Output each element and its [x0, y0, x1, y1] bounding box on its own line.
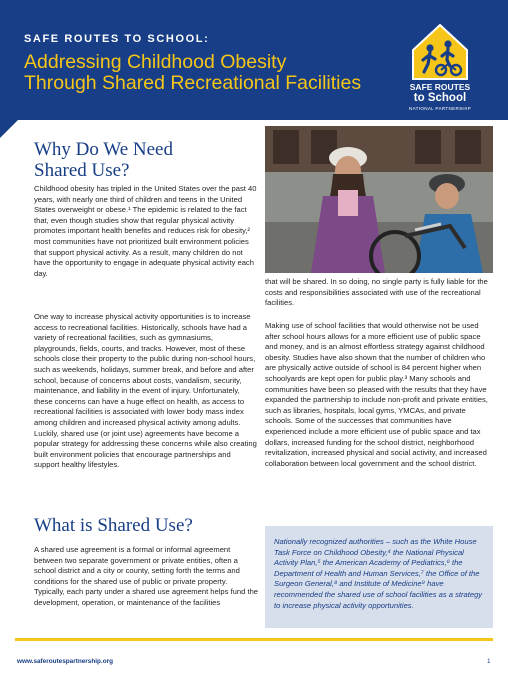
- pull-quote-text: Nationally recognized authorities – such as the White House Task Force on Childhood Obesity,⁴ the National Physical Activity Plan,⁵ the American Academy of Pediatrics,⁶ the Department of Health and Human Services,⁷ the Office of the Surgeon General,⁸ and Institute of Medicine⁹ have recommended the shared use of school facilities as a strategy to increase physical activity opportunities.: [274, 537, 483, 610]
- logo-text-line-2: to School: [413, 92, 467, 104]
- header-banner: [0, 0, 508, 120]
- heading-why-shared-use: [34, 139, 254, 181]
- pull-quote-box: [265, 526, 493, 628]
- document-title: [24, 52, 361, 94]
- header-kicker: SAFE ROUTES TO SCHOOL:: [24, 33, 210, 45]
- heading-what-is-shared-use: What is Shared Use?: [34, 515, 193, 536]
- paragraph-benefits: Making use of school facilities that would otherwise not be used after school hours allows for a more efficient use of public space and money, and is an almost effortless strategy against childhood obesity. Studies have also shown that the number of children who are physically active outside of school is 84 percent higher when schoolyards are kept open for public play.³ Many schools and communities have been so pleased with the results that they have expanded the partnership to include non-profit and private entities, such as libraries, hospitals, local gyms, YMCAs, and private schools. Some of the successes that communities have experienced include a more efficient use of public space and tax dollars, increased funding for the school district, neighborhood revitalization, increased physical and social activity, and increased collaboration between local government and the school district.: [265, 321, 488, 468]
- children-crossing-sign-icon: [410, 22, 470, 82]
- title-line-1: Addressing Childhood Obesity: [24, 51, 287, 73]
- footer-rule: [15, 638, 493, 641]
- footer-website-link[interactable]: www.saferoutespartnership.org: [17, 658, 113, 665]
- heading-why-line-1: Why Do We Need: [34, 139, 173, 160]
- page-number: 1: [487, 658, 491, 665]
- srts-logo: [406, 22, 474, 116]
- logo-text-line-1: SAFE ROUTES: [409, 82, 471, 92]
- paragraph-shared-liability: that will be shared. In so doing, no single party is fully liable for the costs and responsibilities associated with use of the recreational facilities.: [265, 277, 488, 308]
- paragraph-obesity: Childhood obesity has tripled in the United States over the past 40 years, with nearly one third of children and teens in the United States overweight or obese.¹ The epidemic is related to the fact that, even though studies show that regular physical activity promotes important health benefits and reduces risk for obesity,² most communities have not prioritized built environment policies that support physical activity. As a result, many children do not have the opportunity to engage in adequate physical activity each day.: [34, 184, 257, 278]
- title-line-2: Through Shared Recreational Facilities: [24, 72, 362, 94]
- corner-accent: [0, 120, 18, 138]
- paragraph-facilities: One way to increase physical activity opportunities is to increase access to recreational facilities. Historically, schools have had a variety of recreational facilities, such as gymnasiums, playgrounds, fields, courts, and tracks. However, most of these schools close their property to the public during non-school hours, such as weekends, holidays, summer break, and before and after school, because of concerns about costs, vandalism, security, maintenance, and liability in the event of injury. Unfortunately, these concerns can have a huge effect on health, as access to recreational facilities is associated with lower body mass index among children and increased physical activity among adults. Luckily, shared use (or joint use) agreements have become a popular strategy for addressing these concerns while also creating built environment policies that encourage partnerships and support healthy lifestyles.: [34, 312, 257, 470]
- logo-text-line-3: NATIONAL PARTNERSHIP: [409, 106, 471, 111]
- children-with-bicycles-photo: [265, 126, 493, 273]
- paragraph-definition: A shared use agreement is a formal or informal agreement between two separate government or private entities, often a school district and a city or county, setting forth the terms and conditions for the shared use of public or private property. Typically, each party under a shared use agreement helps fund the development, operation, or maintenance of the facilities: [34, 545, 259, 607]
- heading-why-line-2: Shared Use?: [34, 160, 130, 181]
